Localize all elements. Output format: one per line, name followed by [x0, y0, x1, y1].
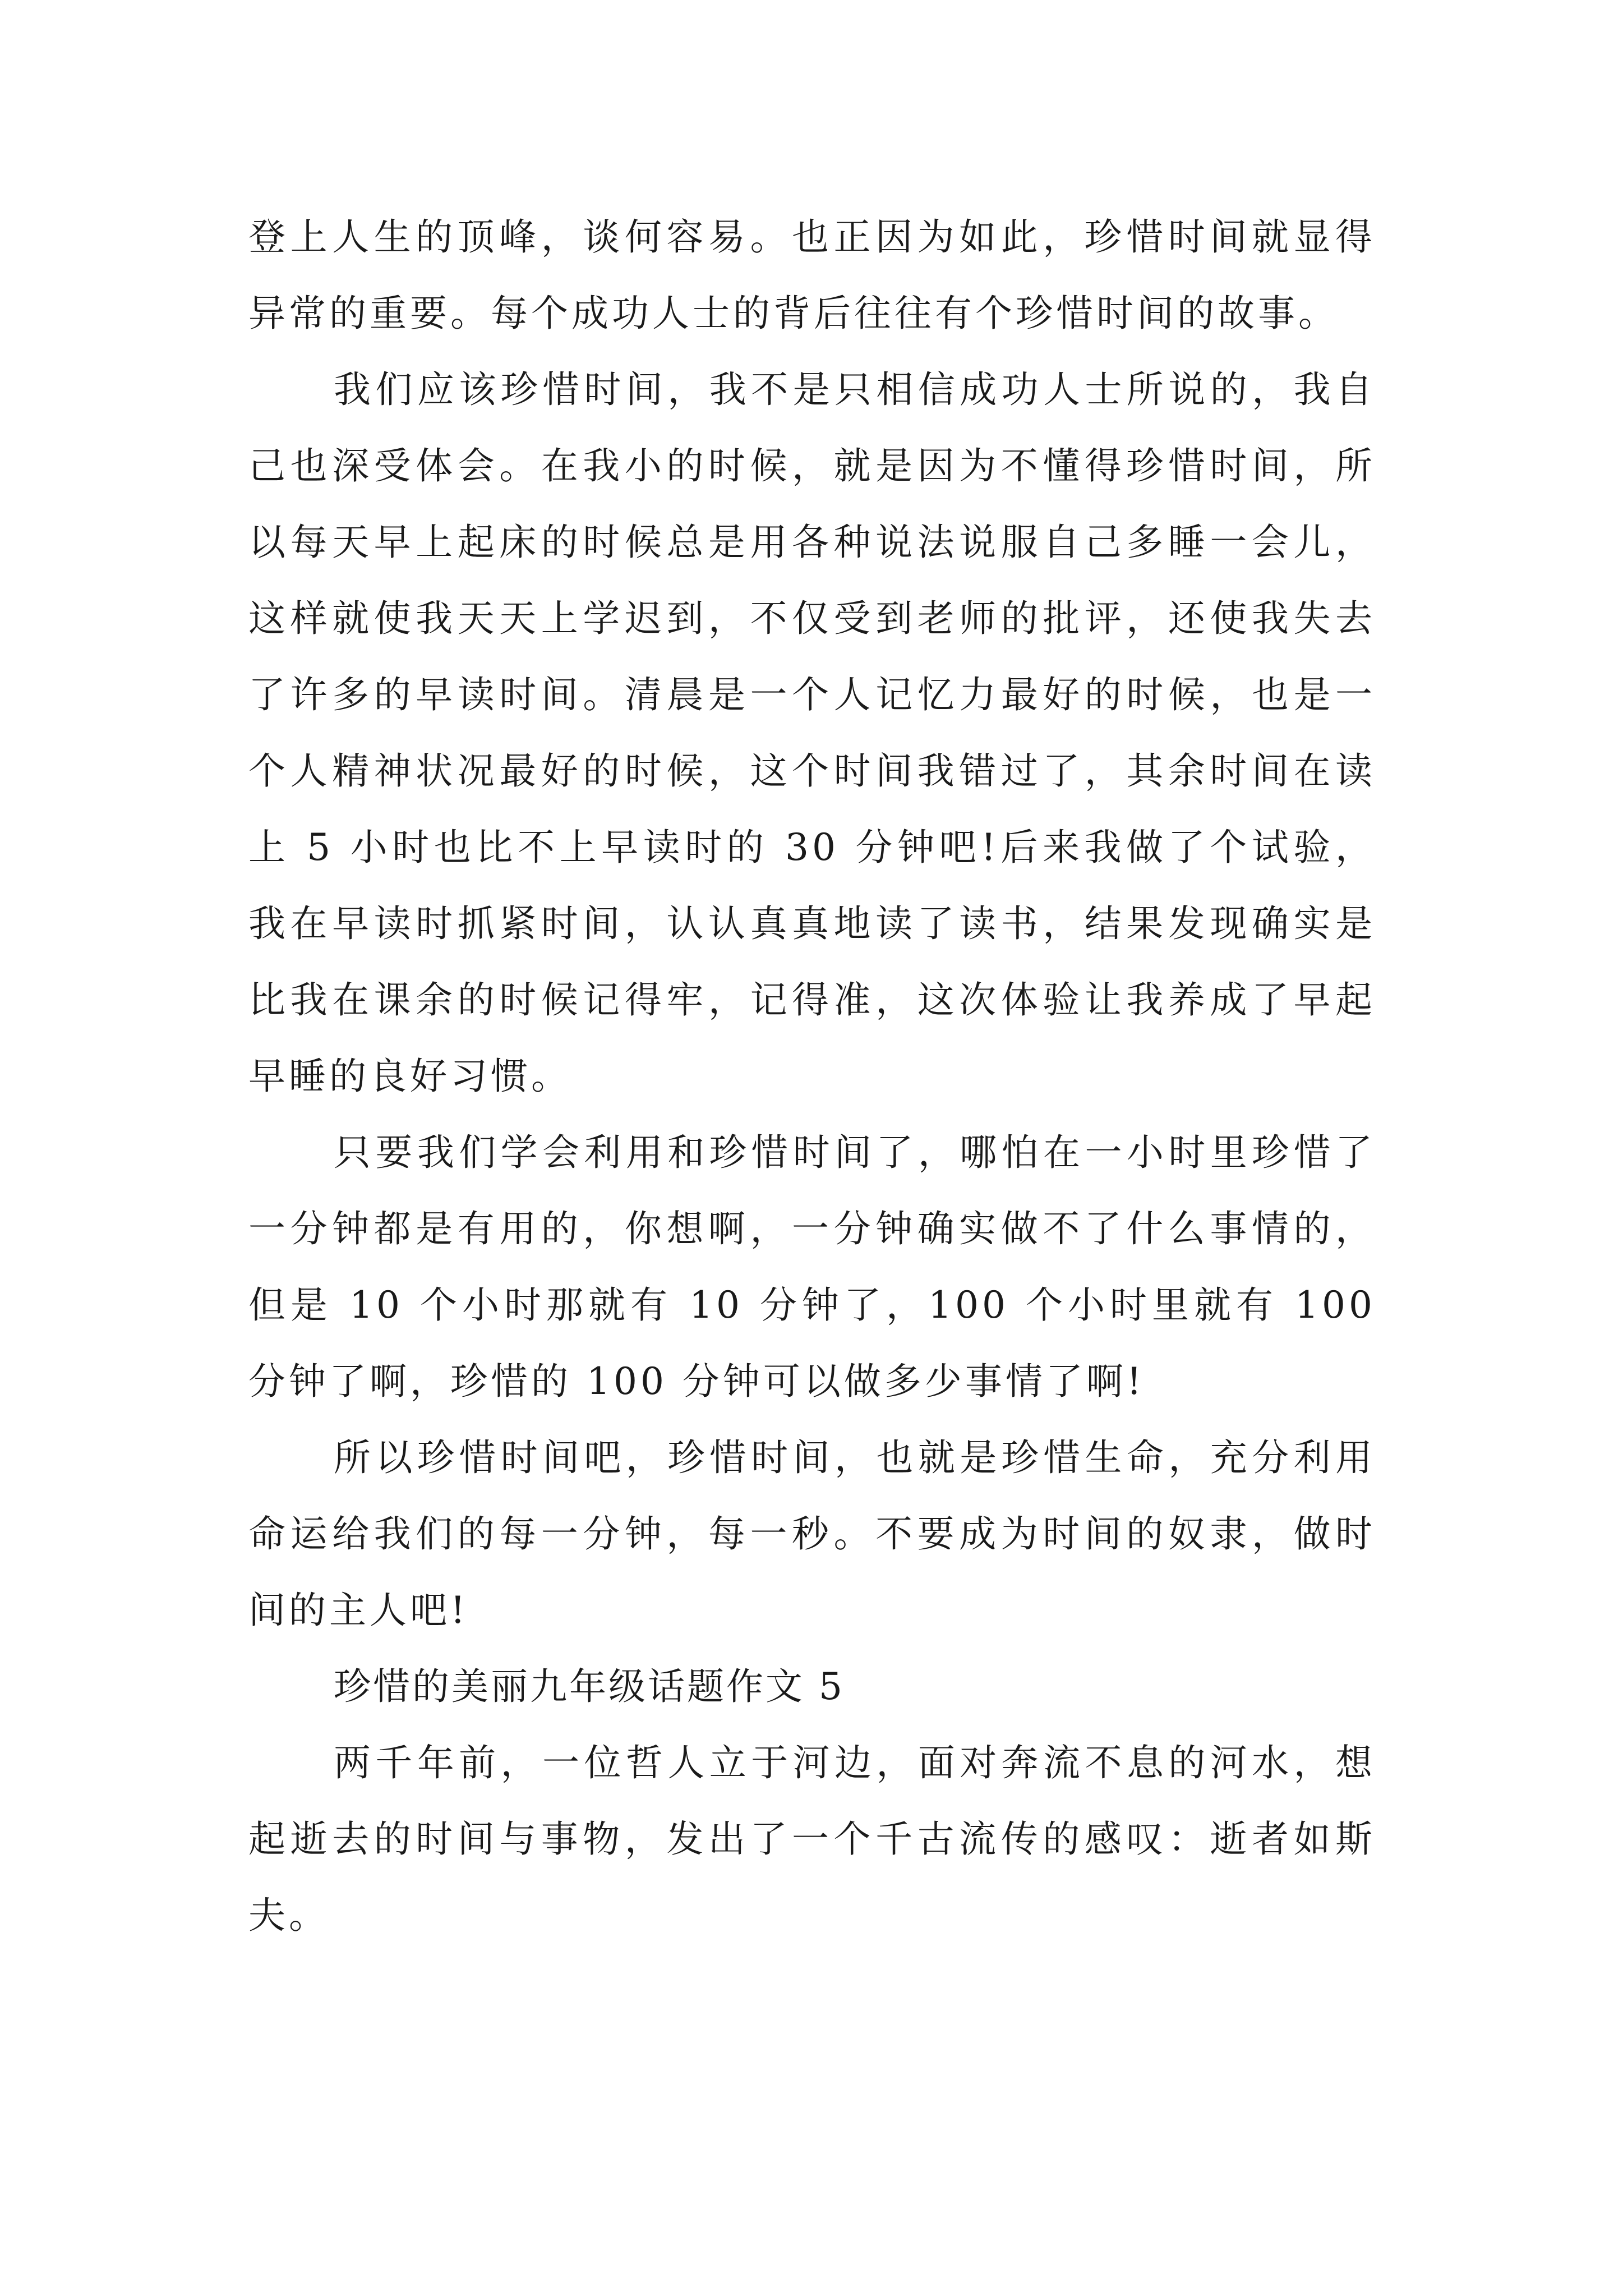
document-body [248, 199, 1376, 1954]
paragraph: 登上人生的顶峰，谈何容易。也正因为如此，珍惜时间就显得异常的重要。每个成功人士的背后往往有个珍惜时间的故事。 [248, 215, 1376, 335]
paragraph: 所以珍惜时间吧，珍惜时间，也就是珍惜生命，充分利用命运给我们的每一分钟，每一秒。不要成为时间的奴隶，做时间的主人吧! [248, 1436, 1376, 1632]
paragraph: 只要我们学会利用和珍惜时间了，哪怕在一小时里珍惜了一分钟都是有用的，你想啊，一分钟确实做不了什么事情的，但是 10 个小时那就有 10 分钟了，100 个小时里就有 100 分钟了啊，珍惜的 100 分钟可以做多少事情了啊! [248, 1131, 1376, 1403]
paragraph: 两千年前，一位哲人立于河边，面对奔流不息的河水，想起逝去的时间与事物，发出了一个千古流传的感叹：逝者如斯夫。 [248, 1741, 1376, 1937]
paragraph: 我们应该珍惜时间，我不是只相信成功人士所说的，我自己也深受体会。在我小的时候，就是因为不懂得珍惜时间，所以每天早上起床的时候总是用各种说法说服自己多睡一会儿，这样就使我天天上学迟到，不仅受到老师的批评，还使我失去了许多的早读时间。清晨是一个人记忆力最好的时候，也是一个人精神状况最好的时候，这个时间我错过了，其余时间在读上 5 小时也比不上早读时的 30 分钟吧!后来我做了个试验，我在早读时抓紧时间，认认真真地读了读书，结果发现确实是比我在课余的时候记得牢，记得准，这次体验让我养成了早起早睡的良好习惯。 [248, 368, 1376, 1098]
section-heading: 珍惜的美丽九年级话题作文 5 [334, 1665, 845, 1708]
